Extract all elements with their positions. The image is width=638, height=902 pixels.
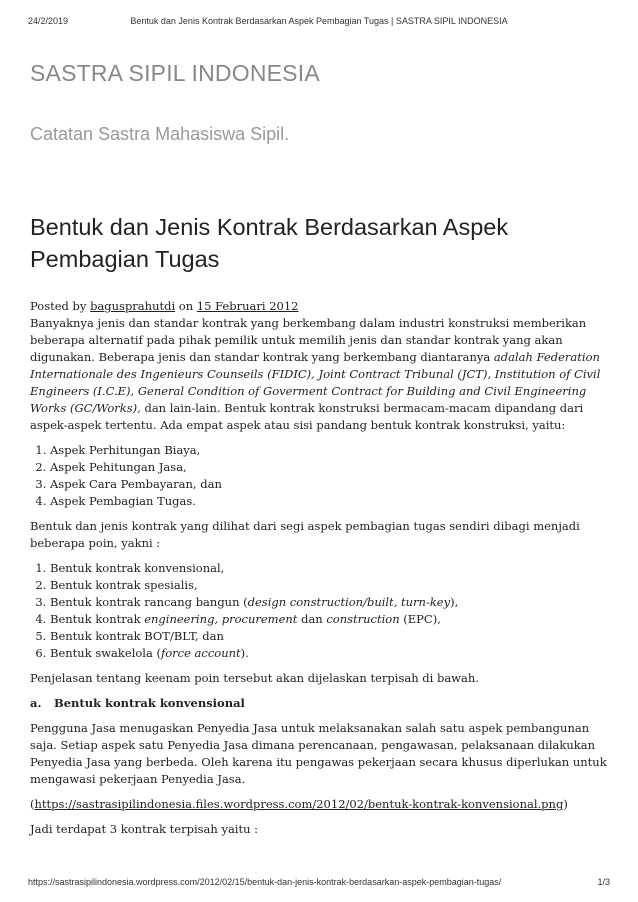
paragraph-points: Bentuk dan jenis kontrak yang dilihat dari segi aspek pembagian tugas sendiri dibagi menjadi beberapa poin, yakni : xyxy=(30,519,580,550)
intro-text-2: dan lain-lain. Bentuk kontrak konstruksi bermacam-macam dipandang dari aspek-aspek tertentu. Ada empat aspek atau sisi pandang bentuk kontrak konstruksi, yaitu: xyxy=(30,401,584,432)
intro-standards: adalah Federation Internationale des Ingenieurs Counseils (FIDIC), Joint Contract Tribunal (JCT), Institution of Civil Engineers (I.C.E), General Condition of Goverment Contract for Building and Civil Engineering Works (GC/Works), xyxy=(30,350,601,415)
list-item xyxy=(50,645,612,662)
post-meta xyxy=(30,298,612,434)
section-letter: a. xyxy=(30,696,42,710)
forms-list xyxy=(30,560,612,662)
section-heading xyxy=(30,695,612,712)
list-item xyxy=(50,594,612,611)
list-item: 2. Aspek Pehitungan Jasa, xyxy=(50,459,612,476)
list-item: 4. Aspek Pembagian Tugas. xyxy=(50,493,612,510)
item-italic: force account xyxy=(160,646,241,660)
item-italic: construction xyxy=(326,612,400,626)
page-number: 1/3 xyxy=(597,877,610,887)
item-text: Bentuk kontrak rancang bangun ( xyxy=(50,595,248,609)
item-text: Bentuk kontrak xyxy=(50,612,145,626)
list-item: 1. Aspek Perhitungan Biaya, xyxy=(50,442,612,459)
paragraph-contracts: Jadi terdapat 3 kontrak terpisah yaitu : xyxy=(30,822,259,836)
paren-open: ( xyxy=(30,797,35,811)
print-page-title: Bentuk dan Jenis Kontrak Berdasarkan Aspek Pembagian Tugas | SASTRA SIPIL INDONESIA xyxy=(130,16,508,26)
item-text: Bentuk swakelola ( xyxy=(50,646,161,660)
item-text: ). xyxy=(240,646,249,660)
print-header xyxy=(28,16,610,30)
list-item: 3. Aspek Cara Pembayaran, dan xyxy=(50,476,612,493)
item-text: (EPC), xyxy=(399,612,441,626)
aspects-list xyxy=(30,442,612,510)
image-link-paragraph xyxy=(30,796,612,813)
list-item: 5. Bentuk kontrak BOT/BLT, dan xyxy=(50,628,612,645)
list-item: 2. Bentuk kontrak spesialis, xyxy=(50,577,612,594)
post-date-link[interactable]: 15 Februari 2012 xyxy=(196,299,299,313)
paren-close: ) xyxy=(563,797,568,811)
site-description: Catatan Sastra Mahasiswa Sipil. xyxy=(30,124,290,144)
intro-text-1: Banyaknya jenis dan standar kontrak yang berkembang dalam industri konstruksi memberikan beberapa alternatif pada pihak pemilik untuk memilih jenis dan standar kontrak yang akan digunakan. Beberapa jenis dan standar kontrak yang berkembang diantaranya xyxy=(30,316,587,364)
list-item: 1. Bentuk kontrak konvensional, xyxy=(50,560,612,577)
print-footer xyxy=(28,877,610,891)
page-content xyxy=(30,60,612,846)
author-link[interactable]: bagusprahutdi xyxy=(90,299,176,313)
print-date: 24/2/2019 xyxy=(28,16,69,26)
on-label: on xyxy=(175,299,197,313)
posted-by-label: Posted by xyxy=(30,299,91,313)
site-title[interactable]: SASTRA SIPIL INDONESIA xyxy=(30,60,320,86)
item-italic: engineering, procurement xyxy=(144,612,298,626)
item-text: ), xyxy=(450,595,459,609)
post-body xyxy=(30,298,612,838)
image-link[interactable]: https://sastrasipilindonesia.files.wordpress.com/2012/02/bentuk-kontrak-konvensional.png xyxy=(34,797,564,811)
post-title: Bentuk dan Jenis Kontrak Berdasarkan Aspek Pembagian Tugas xyxy=(30,214,509,272)
section-title: Bentuk kontrak konvensional xyxy=(54,696,245,710)
list-item xyxy=(50,611,612,628)
print-url: https://sastrasipilindonesia.wordpress.com/2012/02/15/bentuk-dan-jenis-kontrak-berdasarkan-aspek-pembagian-tugas/ xyxy=(28,877,502,887)
item-italic: design construction/built, turn-key xyxy=(247,595,451,609)
paragraph-explanation: Penjelasan tentang keenam poin tersebut akan dijelaskan terpisah di bawah. xyxy=(30,671,479,685)
item-text: dan xyxy=(297,612,327,626)
paragraph-conventional: Pengguna Jasa menugaskan Penyedia Jasa untuk melaksanakan salah satu aspek pembangunan saja. Setiap aspek satu Penyedia Jasa dimana perencanaan, pengawasan, pelaksanaan dilakukan Penyedia Jasa yang berbeda. Oleh karena itu pengawas pekerjaan secara khusus diperlukan untuk mengawasi pekerjaan Penyedia Jasa. xyxy=(30,721,607,786)
